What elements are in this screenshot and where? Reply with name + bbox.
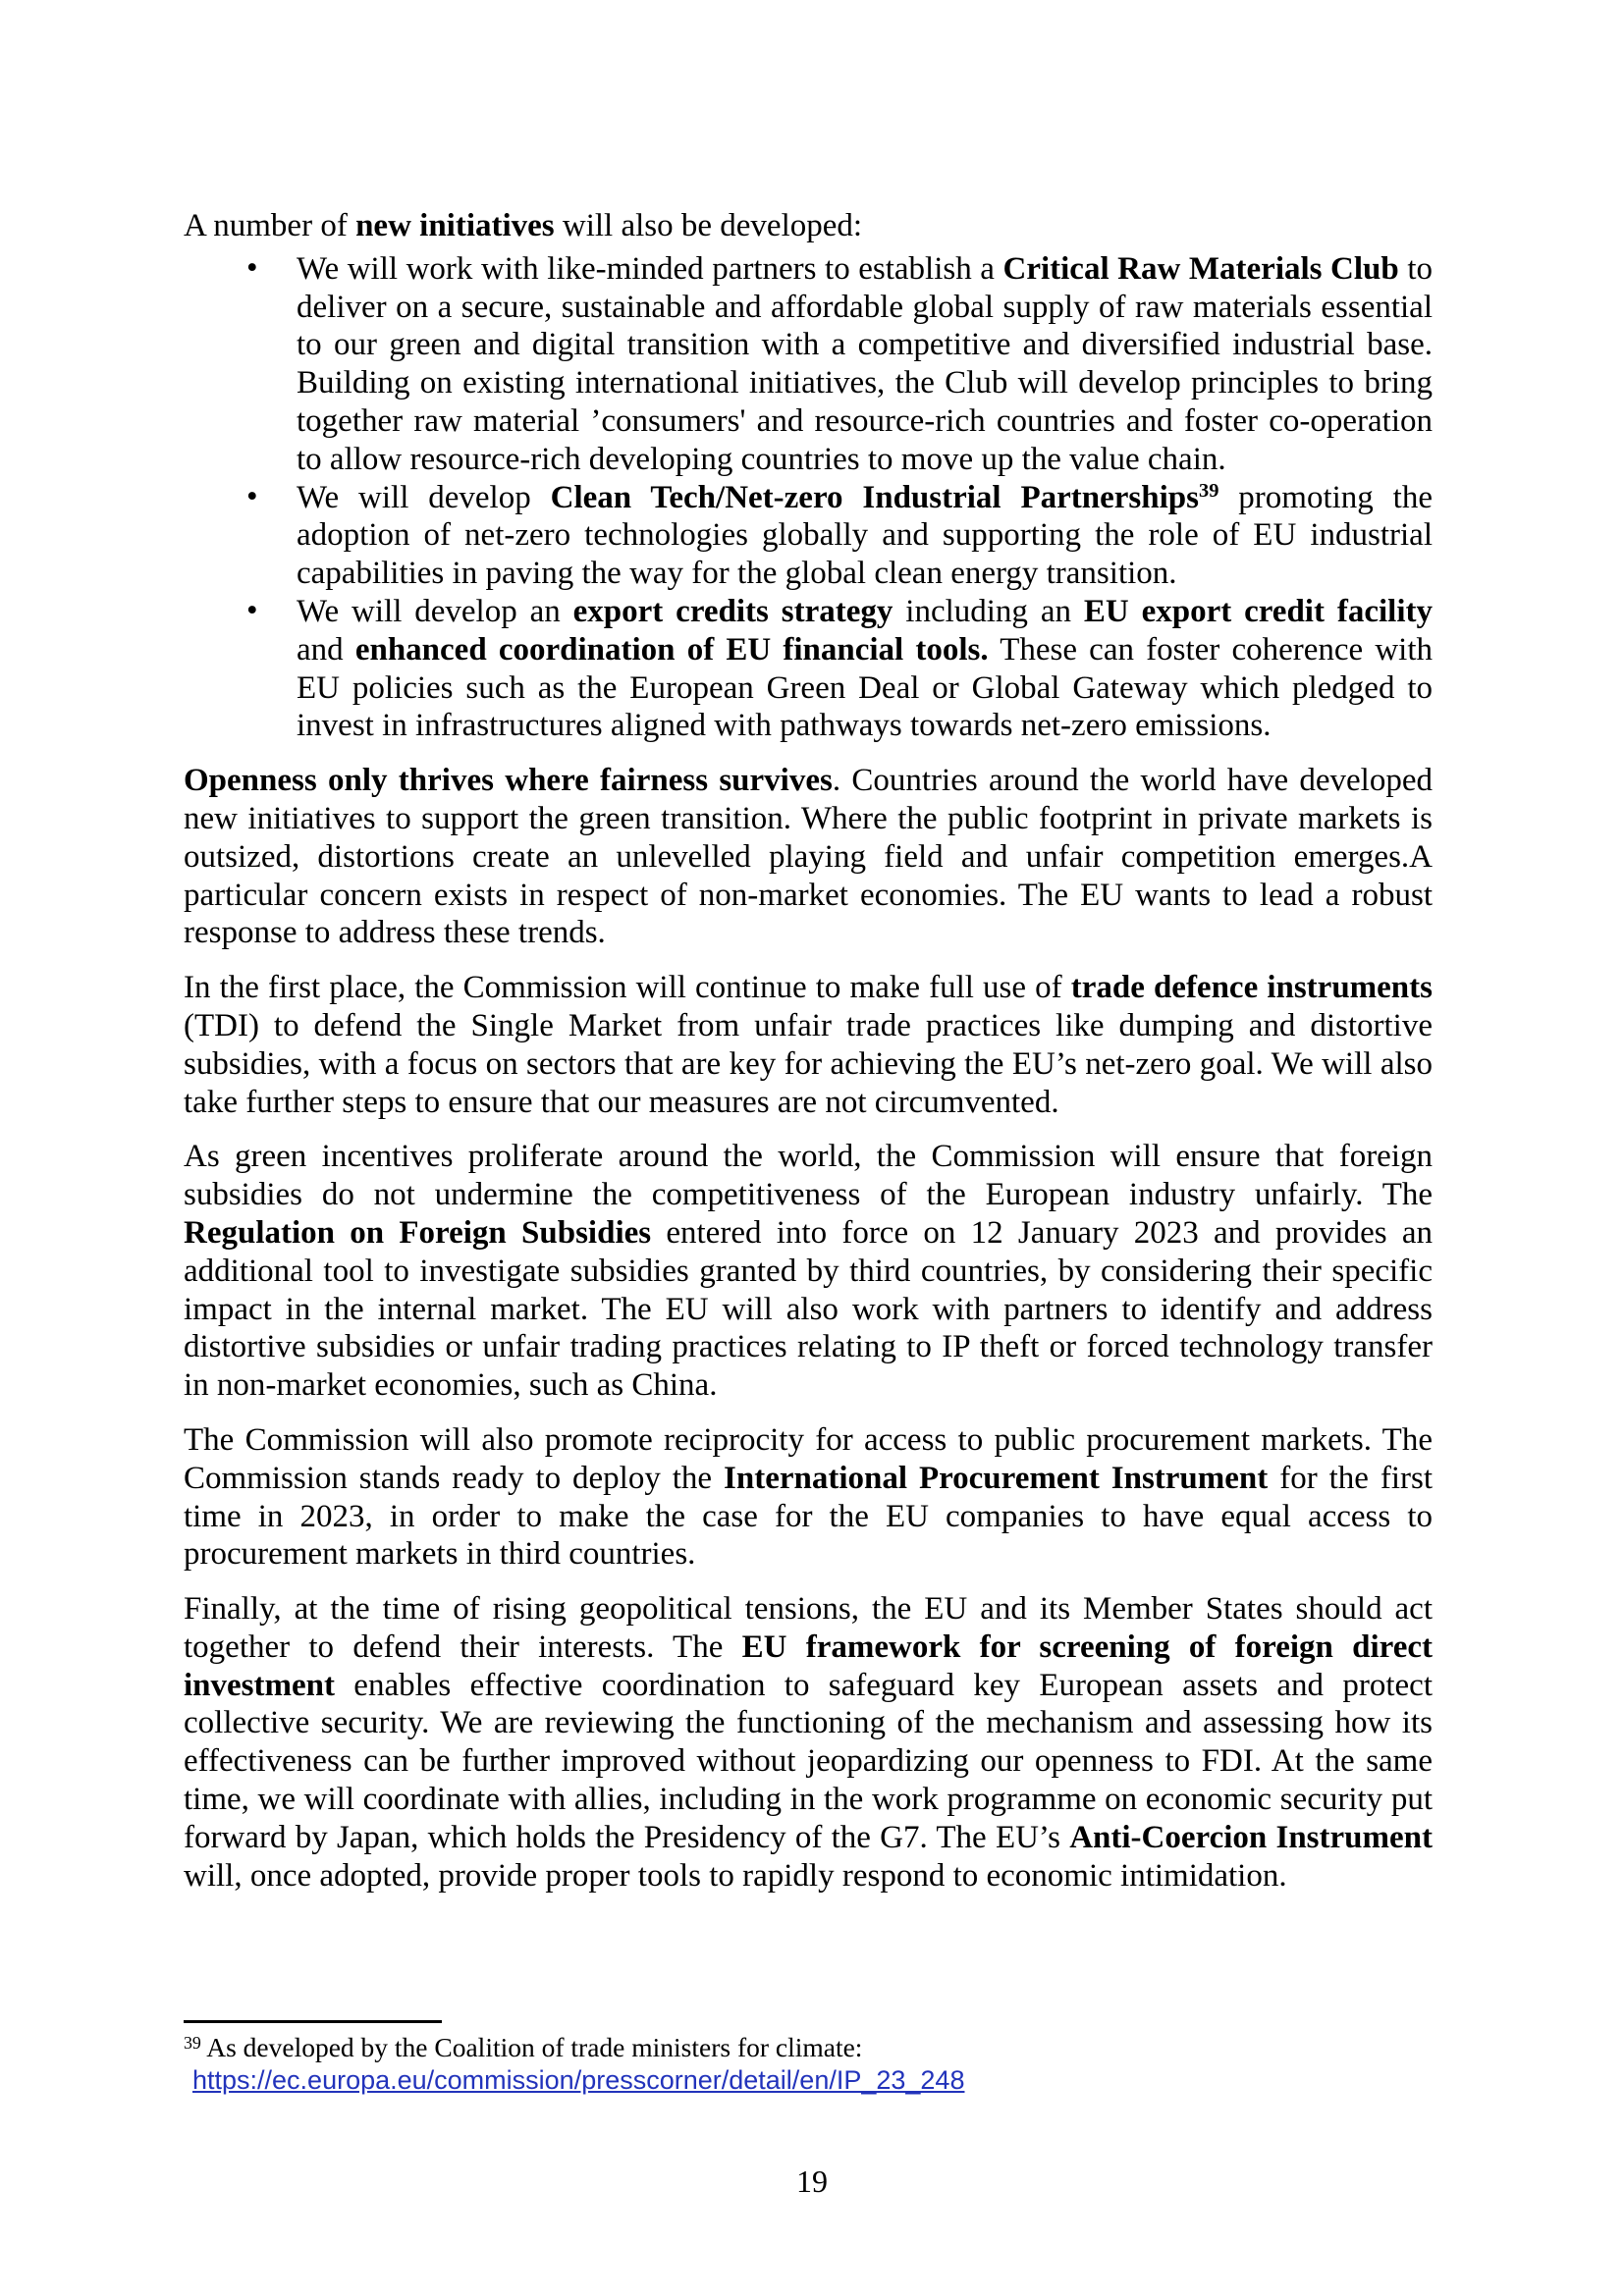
- text-run: entered into force on 12 January 2023 and provides an additional tool to investigate subsidies granted by third countries, by considering their specific impact in the internal market. The EU will also work with partners to identify and address distortive subsidies or unfair trading practices relating to IP theft or forced technology transfer in non-market economies, such as China.: [184, 1214, 1433, 1404]
- paragraph-foreign-subsidies: [184, 1138, 1433, 1405]
- text-run: and: [297, 631, 355, 667]
- page-number: 19: [796, 2163, 828, 2199]
- footnote-text-line: [184, 2031, 1433, 2063]
- page-body: [184, 207, 1433, 1911]
- text-run: We will work with like-minded partners to establish a: [297, 250, 1003, 287]
- text-run: In the first place, the Commission will continue to make full use of: [184, 970, 1071, 1006]
- paragraph-openness: [184, 762, 1433, 952]
- text-run: Regulation on Foreign Subsidies: [184, 1214, 652, 1251]
- initiatives-list: [184, 250, 1433, 745]
- text-run: . Countries around the world have developed new initiatives to support the green transition. Where the public footprint in private markets is outsized, distortions create an unlevelled playing field and unfair competition emerges.A particular concern exists in respect of non-market economies. The EU wants to lead a robust response to address these trends.: [184, 763, 1433, 951]
- paragraph-fdi-screening: [184, 1590, 1433, 1895]
- text-run: enhanced coordination of EU financial tools.: [354, 631, 989, 667]
- text-run: Openness only thrives where fairness survives: [184, 763, 833, 799]
- list-item-critical-raw-materials: [184, 250, 1433, 479]
- text-run: 39: [1198, 480, 1219, 503]
- text-run: export credits strategy: [572, 593, 893, 629]
- text-run: The Commission will also promote reciprocity for access to public procurement markets. The Commission stands ready to deploy the: [184, 1421, 1433, 1496]
- paragraph-trade-defence: [184, 969, 1433, 1121]
- list-item-text: [297, 480, 1433, 592]
- text-run: promoting the adoption of net-zero technologies globally and supporting the role of EU industrial capabilities in paving the way for the global clean energy transition.: [297, 479, 1433, 592]
- text-run: International Procurement Instrument: [724, 1460, 1269, 1496]
- list-item-text: [297, 251, 1433, 477]
- footnote-text: As developed by the Coalition of trade ministers for climate:: [200, 2032, 863, 2062]
- list-item-clean-tech-partnerships: [184, 479, 1433, 593]
- footnote-separator: [184, 2020, 442, 2023]
- intro-paragraph: [184, 207, 1433, 245]
- footnote-link[interactable]: https://ec.europa.eu/commission/presscorner/detail/en/IP_23_248: [192, 2065, 965, 2095]
- text-run: EU export credit facility: [1083, 593, 1433, 629]
- text-run: to deliver on a secure, sustainable and affordable global supply of raw materials essential to our green and digital transition with a competitive and diversified industrial base. Building on existing international initiatives, the Club will develop principles to bring together raw material ’consumers' and resource-rich countries and foster co-operation to allow resource-rich developing countries to move up the value chain.: [297, 250, 1433, 477]
- bullet-marker: •: [246, 592, 258, 628]
- footnote-link-line: [184, 2063, 1433, 2097]
- text-run: These can foster coherence with EU policies such as the European Green Deal or Global Gateway which pledged to invest in infrastructures aligned with pathways towards net-zero emissions.: [297, 631, 1433, 744]
- text-run: including an: [893, 593, 1084, 629]
- bullet-marker: •: [246, 249, 258, 286]
- text-run: for the first time in 2023, in order to make the case for the EU companies to have equal access to procurement markets in third countries.: [184, 1460, 1434, 1573]
- text-run: As green incentives proliferate around the world, the Commission will ensure that foreign subsidies do not undermine the competitiveness of the European industry unfairly. The: [184, 1139, 1433, 1213]
- text-run: We will develop an: [297, 593, 573, 629]
- text-run: Clean Tech/Net-zero Industrial Partnerships: [550, 479, 1199, 515]
- text-run: (TDI) to defend the Single Market from unfair trade practices like dumping and distortive subsidies, with a focus on sectors that are key for achieving the EU’s net-zero goal. We will also take further steps to ensure that our measures are not circumvented.: [184, 1007, 1433, 1120]
- text-run: EU framework for screening of foreign direct investment: [184, 1629, 1433, 1703]
- text-run: enables effective coordination to safeguard key European assets and protect collective security. We are reviewing the functioning of the mechanism and assessing how its effectiveness can be further improved without jeopardizing our openness to FDI. At the same time, we will coordinate with allies, including in the work programme on economic security put forward by Japan, which holds the Presidency of the G7. The EU’s: [184, 1667, 1433, 1855]
- text-run: trade defence instruments: [1070, 970, 1433, 1006]
- text-run: Critical Raw Materials Club: [1002, 250, 1399, 287]
- paragraph-procurement: [184, 1421, 1433, 1574]
- text-run: new initiatives: [355, 208, 555, 243]
- text-run: Anti-Coercion Instrument: [1069, 1819, 1433, 1855]
- text-run: A number of: [184, 208, 356, 243]
- list-item-text: [297, 594, 1433, 743]
- text-run: Finally, at the time of rising geopolitical tensions, the EU and its Member States should act together to defend their interests. The: [184, 1591, 1433, 1665]
- bullet-marker: •: [246, 478, 258, 514]
- footnote: [184, 2031, 1433, 2097]
- text-run: will also be developed:: [554, 208, 863, 243]
- footnote-marker: 39: [184, 2032, 201, 2053]
- text-run: We will develop: [297, 479, 551, 515]
- text-run: will, once adopted, provide proper tools to rapidly respond to economic intimidation.: [184, 1857, 1287, 1894]
- list-item-export-credits: [184, 593, 1433, 745]
